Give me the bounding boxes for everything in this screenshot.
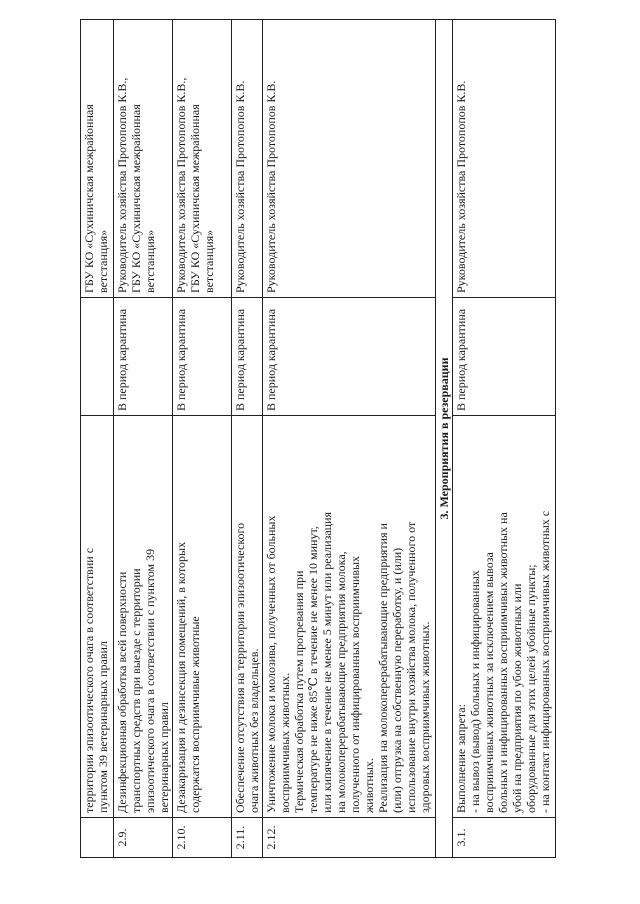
text-line: Руководитель хозяйства Протопопов К.В. bbox=[264, 80, 278, 293]
text-line: восприимчивых животных. bbox=[278, 672, 292, 813]
text-line: использование внутри хозяйства молока, полученного от bbox=[404, 521, 418, 813]
text-line: территории эпизоотического очага в соответствии с bbox=[82, 547, 96, 813]
row-number: 2.11. bbox=[232, 818, 263, 858]
row-responsible bbox=[114, 20, 173, 298]
row-action bbox=[453, 416, 556, 818]
row-responsible bbox=[263, 20, 436, 298]
section-row bbox=[436, 20, 453, 858]
table-row bbox=[173, 20, 232, 858]
row-period: В период карантина bbox=[232, 298, 263, 416]
row-responsible bbox=[453, 20, 556, 298]
table-row bbox=[263, 20, 436, 858]
table-row bbox=[453, 20, 556, 858]
text-line: Выполнение запрета: bbox=[454, 704, 468, 813]
text-line: ветстанция» bbox=[96, 229, 110, 293]
table-row bbox=[114, 20, 173, 858]
text-line: Руководитель хозяйства Протопопов К.В. bbox=[454, 80, 468, 293]
row-number: 2.9. bbox=[114, 818, 173, 858]
text-line: Руководитель хозяйства Протопопов К.В., bbox=[174, 77, 188, 293]
text-line: убой на предприятия по убою животных или bbox=[510, 583, 524, 813]
text-line: или кипячение в течение не менее 5 минут или реализация bbox=[320, 511, 334, 813]
text-line: больных и инфицированных восприимчивых животных на bbox=[496, 512, 510, 813]
row-period bbox=[81, 298, 114, 416]
text-line: - на вывоз (вывод) больных и инфицированных bbox=[468, 570, 482, 813]
section-title: 3. Мероприятия в резервации bbox=[436, 20, 453, 858]
text-line: ГБУ КО «Сухиничская межрайонная bbox=[82, 104, 96, 293]
row-period: В период карантина bbox=[114, 298, 173, 416]
text-line: здоровых восприимчивых животных. bbox=[418, 621, 432, 813]
text-line: (или) отгрузка на собственную переработку, и (или) bbox=[390, 547, 404, 813]
text-line: Руководитель хозяйства Протопопов К.В., bbox=[115, 77, 129, 293]
text-line: ГБУ КО «Сухиничская межрайонная bbox=[188, 104, 202, 293]
text-line: температуре не ниже 85℃ в течение не менее 10 минут, bbox=[306, 526, 320, 813]
text-line: Термическая обработка путем прогревания при bbox=[292, 570, 306, 813]
text-line: Дезакаризация и дезинсекция помещений, в которых bbox=[174, 541, 188, 813]
text-line: пунктом 39 ветеринарных правил bbox=[96, 641, 110, 813]
text-line: очага животных без владельцев. bbox=[247, 648, 261, 813]
text-line: на молокоперерабатывающие предприятия молока, bbox=[334, 551, 348, 813]
table-row bbox=[232, 20, 263, 858]
row-responsible bbox=[173, 20, 232, 298]
text-line: Руководитель хозяйства Протопопов К.В. bbox=[233, 80, 247, 293]
row-number: 2.10. bbox=[173, 818, 232, 858]
text-line: ветеринарных правил bbox=[157, 702, 171, 813]
row-action bbox=[173, 416, 232, 818]
row-responsible bbox=[81, 20, 114, 298]
text-line: Дезинфекционная обработка всей поверхности bbox=[115, 571, 129, 813]
text-line: эпизоотического очага в соответствии с пунктом 39 bbox=[143, 548, 157, 813]
row-number bbox=[81, 818, 114, 858]
text-line: Уничтожение молока и молозива, полученных от больных bbox=[264, 515, 278, 813]
row-action bbox=[232, 416, 263, 818]
text-line: ГБУ КО «Сухиничская межрайонная bbox=[129, 104, 143, 293]
text-line: восприимчивых животных за исключением вывоза bbox=[482, 552, 496, 813]
text-line: животных. bbox=[362, 758, 376, 813]
row-action bbox=[263, 416, 436, 818]
text-line: ветстанция» bbox=[143, 229, 157, 293]
row-period: В период карантина bbox=[263, 298, 436, 416]
text-line: оборудованные для этих целей убойные пункты; bbox=[524, 564, 538, 813]
table-row bbox=[81, 20, 114, 858]
row-number: 3.1. bbox=[453, 818, 556, 858]
text-line: содержатся восприимчивые животные bbox=[188, 616, 202, 813]
row-action bbox=[114, 416, 173, 818]
text-line: полученного от инфицированных восприимчивых bbox=[348, 555, 362, 813]
text-line: - на контакт инфицированных восприимчивых животных с bbox=[538, 510, 552, 813]
row-number: 2.12. bbox=[263, 818, 436, 858]
row-responsible bbox=[232, 20, 263, 298]
text-line: Обеспечение отсутствия на территории эпизоотического bbox=[233, 522, 247, 813]
text-line: транспортных средств при выезде с территории bbox=[129, 568, 143, 813]
row-action bbox=[81, 416, 114, 818]
row-period: В период карантина bbox=[173, 298, 232, 416]
text-line: Реализация на молокоперерабатывающие предприятия и bbox=[376, 523, 390, 813]
text-line: ветстанция» bbox=[202, 229, 216, 293]
quarantine-measures-table bbox=[80, 19, 556, 858]
row-period: В период карантина bbox=[453, 298, 556, 416]
